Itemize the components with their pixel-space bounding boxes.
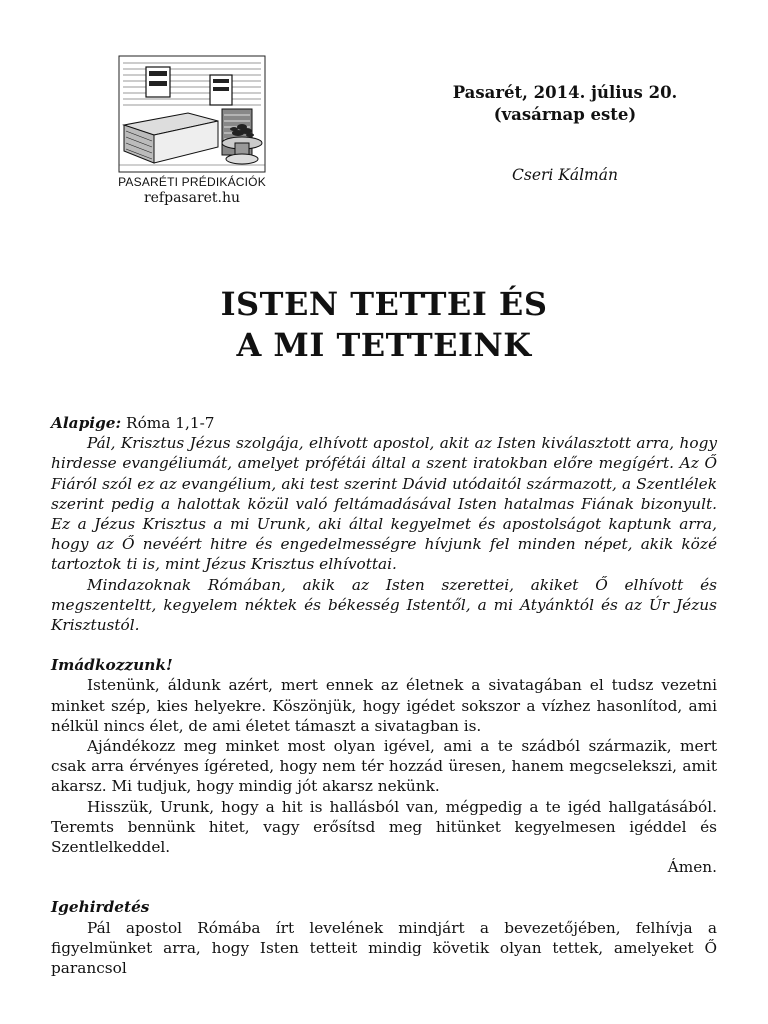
author: Cseri Kálmán (512, 166, 618, 184)
sermon-paragraph-1: Pál apostol Rómába írt levelének mindjárt a bevezetőjében, felhívja a figyelmünket arra, hogy Isten tetteit mindig követik olyan tettek, amelyeket Ő parancsol (51, 918, 717, 978)
time-line: (vasárnap este) (493, 105, 637, 124)
date-line: Pasarét, 2014. július 20. (452, 83, 678, 102)
prayer-paragraph-2: Ajándékozz meg minket most olyan igével, ami a te szádból származik, mert csak arra érvényes ígéreted, hogy nem tér hozzád üresen, hanem megcselekszi, amit akarsz. Mi tudjuk, hogy mindig jót akarsz nekünk. (51, 737, 717, 796)
date-block (395, 82, 735, 126)
prayer-paragraph-3: Hisszük, Urunk, hogy a hit is hallásból van, mégpedig a te igéd hallgatásából. Teremts bennünk hitet, vagy erősítsd meg hitünket kegyelmesen igéddel és Szentlelkeddel. (51, 797, 717, 857)
church-interior-illustration (118, 55, 266, 173)
title-line-2: A MI TETTEINK (236, 326, 532, 364)
logo (112, 55, 272, 206)
prayer-paragraph-1: Istenünk, áldunk azért, mert ennek az életnek a sivatagában el tudsz vezetni minket szép, kies helyekre. Köszönjük, hogy igédet sokszor a vízhez hasonlítod, ami nélkül nincs élet, de ami életet támaszt a sivatagban is. (51, 676, 717, 735)
scripture-paragraph-2: Mindazoknak Rómában, akik az Isten szerettei, akiket Ő elhívott és megszenteltt, kegyelem néktek és békesség Istentől, a mi Atyánktól és az Úr Jézus Krisztustól. (51, 575, 717, 635)
sermon-body (51, 413, 717, 978)
logo-caption: PASARÉTI PRÉDIKÁCIÓK (118, 175, 266, 189)
amen: Ámen. (667, 858, 717, 877)
alapige-label: Alapige: (51, 414, 122, 432)
title-line-1: ISTEN TETTEI ÉS (220, 285, 548, 323)
prayer-heading: Imádkozzunk! (51, 656, 173, 675)
alapige-line (51, 413, 717, 433)
sermon-heading: Igehirdetés (51, 898, 150, 917)
alapige-ref: Róma 1,1-7 (121, 414, 215, 432)
page-title (0, 284, 768, 366)
scripture-paragraph-1: Pál, Krisztus Jézus szolgája, elhívott apostol, akit az Isten kiválasztott arra, hogy hirdesse evangéliumát, amelyet prófétái által a szent iratokban előre megígért. Az Ő Fiáról szól ez az evangélium, aki test szerint Dávid utódaitól származott, a Szentlélek szerint pedig a halottak közül való feltámadásával Isten hatalmas Fiának bizonyult. Ez a Jézus Krisztus a mi Urunk, aki által kegyelmet és apostolságot kaptunk arra, hogy az Ő nevéért hitre és engedelmességre hívjunk fel minden népet, akik közé tartoztok ti is, mint Jézus Krisztus elhívottai. (51, 434, 717, 574)
logo-url: refpasaret.hu (143, 190, 241, 206)
